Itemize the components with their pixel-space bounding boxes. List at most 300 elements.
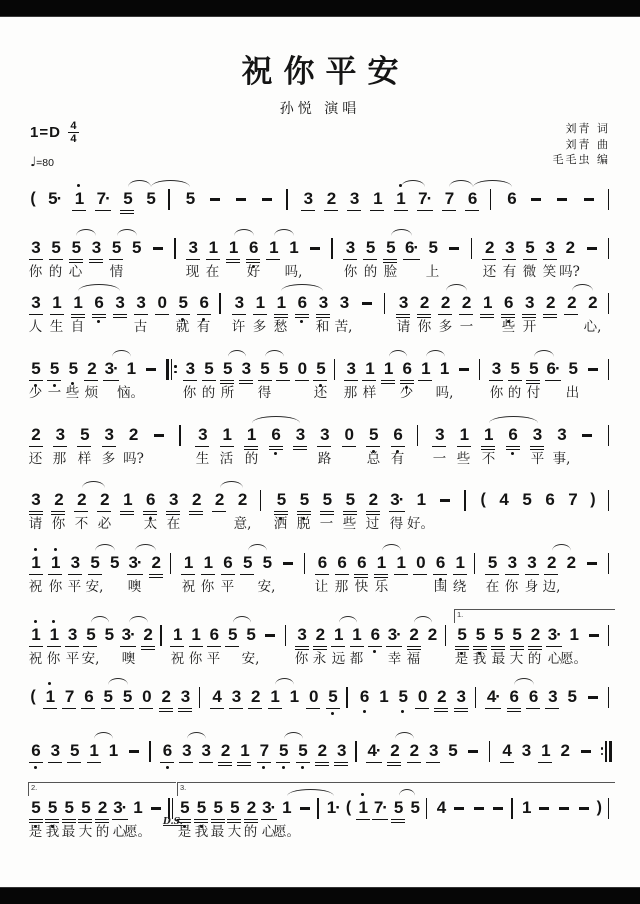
barline bbox=[219, 293, 223, 313]
lyric-syllable: 有 bbox=[196, 319, 211, 335]
music-note bbox=[50, 238, 61, 258]
note-digit: 5 bbox=[260, 359, 269, 378]
note-digit: 5 bbox=[567, 687, 576, 706]
lyric-syllable: 那 bbox=[52, 451, 67, 467]
slur-tie-arc bbox=[552, 544, 571, 551]
beam-underline bbox=[342, 446, 356, 447]
music-note bbox=[493, 625, 504, 645]
lyric-syllable: 出 bbox=[565, 385, 580, 401]
beam-underline bbox=[120, 514, 134, 515]
music-note bbox=[408, 625, 419, 645]
music-note bbox=[275, 490, 286, 510]
barline bbox=[608, 687, 612, 707]
note-digit: 6 bbox=[271, 425, 280, 444]
music-note bbox=[125, 359, 136, 379]
note-digit: 6 bbox=[248, 238, 258, 257]
music-note bbox=[93, 293, 104, 313]
beam-underline bbox=[372, 819, 388, 820]
music-note bbox=[506, 189, 517, 209]
music-note bbox=[278, 359, 289, 379]
lyric-syllable: 人 bbox=[28, 319, 43, 335]
music-note bbox=[90, 238, 101, 258]
note-digit: 0 bbox=[344, 425, 354, 444]
note-digit: 3· bbox=[390, 490, 404, 509]
music-note bbox=[458, 425, 469, 445]
lyric-syllable: 还 bbox=[482, 264, 497, 280]
music-note bbox=[482, 293, 493, 313]
beam-underline bbox=[295, 314, 309, 315]
note-digit: 5 bbox=[104, 625, 114, 644]
music-note bbox=[364, 359, 375, 379]
lyric-syllable: 噢 bbox=[127, 579, 142, 595]
note-digit: 3 bbox=[398, 293, 408, 312]
music-note bbox=[67, 625, 78, 645]
lyric-syllable: 请 bbox=[396, 319, 411, 335]
lyric-syllable: 心, bbox=[583, 319, 602, 335]
lyric-syllable: 多 bbox=[101, 451, 116, 467]
lyric-syllable: 的 bbox=[243, 824, 258, 840]
music-note bbox=[336, 741, 347, 761]
beam-underline bbox=[62, 708, 76, 709]
beam-underline bbox=[81, 708, 95, 709]
music-note bbox=[520, 741, 531, 761]
music-note bbox=[333, 625, 344, 645]
music-note bbox=[187, 238, 198, 258]
music-note bbox=[254, 293, 265, 313]
note-digit: 5 bbox=[196, 798, 206, 817]
music-note bbox=[559, 741, 570, 761]
note-digit: 3 bbox=[557, 425, 566, 444]
beam-underline bbox=[239, 383, 253, 384]
music-system bbox=[30, 552, 612, 594]
music-note bbox=[294, 425, 305, 445]
octave-dot-high bbox=[48, 682, 51, 685]
music-note bbox=[207, 238, 218, 258]
music-note bbox=[262, 798, 275, 818]
rest-note bbox=[156, 293, 167, 313]
music-note bbox=[122, 490, 133, 510]
note-digit: 2 bbox=[220, 741, 230, 760]
note-digit: 6 bbox=[357, 553, 366, 572]
note-digit: 2 bbox=[368, 490, 378, 509]
music-system bbox=[30, 686, 612, 728]
slur-tie-arc bbox=[233, 616, 251, 623]
music-note bbox=[397, 687, 408, 707]
barline bbox=[317, 798, 321, 818]
beam-underline bbox=[72, 210, 86, 211]
barline bbox=[511, 798, 515, 818]
music-note bbox=[498, 490, 509, 510]
note-digit: 5 bbox=[51, 238, 60, 257]
note-digit: 3 bbox=[115, 293, 124, 312]
lyric-syllable: 祝 bbox=[28, 651, 43, 667]
beam-underline bbox=[334, 762, 348, 763]
note-digit: 3 bbox=[349, 189, 359, 208]
lyric-syllable: 你 bbox=[504, 579, 519, 595]
lyric-syllable: 洒 bbox=[273, 516, 288, 532]
octave-dot-low bbox=[373, 650, 376, 653]
prolong-dash bbox=[586, 687, 600, 707]
note-digit: 1 bbox=[376, 553, 386, 572]
lyric-syllable: 大 bbox=[509, 651, 524, 667]
note-digit: 4· bbox=[486, 687, 500, 706]
octave-dot-low bbox=[363, 710, 366, 713]
lyric-syllable: 我 bbox=[194, 824, 209, 840]
music-note bbox=[296, 293, 307, 313]
beam-underline bbox=[95, 210, 111, 211]
beam-underline bbox=[29, 762, 43, 763]
music-note bbox=[345, 359, 356, 379]
music-note bbox=[239, 741, 250, 761]
note-digit: 5 bbox=[222, 359, 232, 378]
lyric-syllable: 平 bbox=[530, 451, 545, 467]
slur-tie-arc bbox=[234, 229, 254, 236]
note-digit: 5 bbox=[180, 798, 189, 817]
music-note bbox=[278, 741, 289, 761]
notes-row bbox=[30, 292, 612, 313]
music-note bbox=[369, 625, 380, 645]
music-note bbox=[281, 798, 292, 818]
note-digit: 6 bbox=[359, 687, 369, 706]
note-digit: 2 bbox=[409, 741, 419, 760]
beam-underline bbox=[293, 446, 307, 447]
beam-underline bbox=[381, 383, 395, 384]
beam-underline bbox=[120, 511, 134, 512]
octave-dot-high bbox=[77, 184, 80, 187]
music-note bbox=[89, 553, 100, 573]
music-system bbox=[30, 740, 612, 782]
parenthesis: ( bbox=[345, 799, 352, 816]
music-note bbox=[48, 189, 61, 209]
beam-underline bbox=[159, 708, 173, 709]
beam-underline bbox=[218, 762, 232, 763]
music-system bbox=[30, 188, 612, 230]
note-digit: 6 bbox=[528, 687, 538, 706]
slur-tie-arc bbox=[95, 544, 115, 551]
note-digit: 6 bbox=[402, 359, 411, 378]
note-digit: 5 bbox=[49, 359, 59, 378]
prolong-dash bbox=[577, 798, 591, 818]
parenthesis: ) bbox=[596, 799, 602, 816]
prolong-dash bbox=[260, 189, 274, 209]
note-digit: 3 bbox=[231, 687, 241, 706]
prolong-dash bbox=[579, 741, 593, 761]
music-note bbox=[30, 490, 41, 510]
note-digit: 1 bbox=[126, 359, 136, 378]
music-note bbox=[566, 687, 577, 707]
prolong-dash bbox=[298, 798, 312, 818]
time-numerator: 4 bbox=[68, 121, 79, 133]
barline bbox=[149, 741, 153, 761]
note-digit: 5 bbox=[568, 359, 578, 378]
music-note bbox=[142, 625, 153, 645]
music-note bbox=[419, 293, 430, 313]
lyric-syllable: 你 bbox=[48, 579, 63, 595]
slur-tie-arc bbox=[281, 284, 323, 291]
beam-underline bbox=[178, 711, 192, 712]
lyric-syllable: 的 bbox=[95, 824, 110, 840]
music-note bbox=[76, 490, 87, 510]
music-note bbox=[177, 293, 188, 313]
music-note bbox=[49, 741, 60, 761]
music-note bbox=[85, 625, 96, 645]
music-note bbox=[242, 553, 253, 573]
lyric-syllable: 些 bbox=[456, 451, 471, 467]
barline bbox=[608, 553, 612, 573]
beam-underline bbox=[189, 511, 203, 512]
music-note bbox=[250, 687, 261, 707]
beam-underline bbox=[240, 574, 254, 575]
lyric-syllable: 在 bbox=[485, 579, 500, 595]
music-note bbox=[180, 687, 191, 707]
ds-mark: D.S. bbox=[163, 817, 183, 827]
music-note bbox=[487, 687, 500, 707]
note-digit: 6 bbox=[297, 293, 307, 312]
notes-row bbox=[30, 624, 612, 645]
beam-underline bbox=[442, 210, 456, 211]
lyric-syllable: 还 bbox=[313, 385, 328, 401]
music-note bbox=[113, 798, 126, 818]
music-note bbox=[221, 425, 232, 445]
music-note bbox=[246, 425, 257, 445]
note-digit: 5 bbox=[299, 490, 309, 509]
music-note bbox=[145, 490, 156, 510]
note-digit: 1 bbox=[108, 741, 118, 760]
beam-underline bbox=[237, 765, 251, 766]
beam-underline bbox=[543, 317, 557, 318]
music-note bbox=[547, 687, 558, 707]
beam-underline bbox=[454, 711, 468, 712]
music-note bbox=[436, 687, 447, 707]
note-digit: 5 bbox=[278, 741, 288, 760]
music-note bbox=[526, 553, 537, 573]
music-note bbox=[395, 553, 406, 573]
note-digit: 3· bbox=[104, 359, 118, 378]
prolong-dash bbox=[438, 490, 452, 510]
music-note bbox=[434, 425, 445, 445]
beam-underline bbox=[526, 708, 540, 709]
note-digit: 1 bbox=[333, 625, 343, 644]
slur-tie-arc bbox=[275, 678, 294, 685]
lyric-syllable: 过 bbox=[365, 516, 380, 532]
beam-underline bbox=[434, 711, 448, 712]
notes-row bbox=[30, 358, 612, 379]
music-note bbox=[349, 189, 360, 209]
tempo-value: =80 bbox=[36, 157, 54, 169]
slur-tie-arc bbox=[187, 732, 206, 739]
lyric-syllable: 平 bbox=[206, 651, 221, 667]
note-digit: 5 bbox=[494, 625, 503, 644]
note-digit: 4· bbox=[367, 741, 381, 760]
beam-underline bbox=[500, 762, 514, 763]
note-digit: 5 bbox=[110, 553, 119, 572]
note-digit: 6 bbox=[503, 293, 513, 312]
note-digit: 5 bbox=[242, 553, 252, 572]
slur-tie-arc bbox=[252, 416, 300, 423]
beam-underline bbox=[276, 762, 290, 763]
beam-underline bbox=[218, 765, 232, 766]
note-digit: 1 bbox=[73, 293, 82, 312]
music-note bbox=[202, 553, 213, 573]
note-digit: 5· bbox=[48, 189, 62, 208]
music-note bbox=[111, 238, 122, 258]
lyric-syllable: 的 bbox=[244, 451, 259, 467]
note-digit: 3 bbox=[180, 687, 190, 706]
slur-tie-arc bbox=[117, 229, 137, 236]
rest-note bbox=[141, 687, 152, 707]
note-digit: 1 bbox=[228, 238, 238, 257]
rest-note bbox=[415, 553, 426, 573]
note-digit: 3· bbox=[547, 625, 561, 644]
music-note bbox=[30, 553, 41, 573]
music-note bbox=[367, 741, 380, 761]
note-digit: 6· bbox=[546, 359, 560, 378]
slur-tie-arc bbox=[572, 284, 593, 291]
note-digit: 2 bbox=[566, 553, 576, 572]
prolong-dash bbox=[557, 798, 571, 818]
beam-underline bbox=[179, 762, 193, 763]
prolong-dash bbox=[585, 238, 599, 258]
note-digit: 7 bbox=[259, 741, 269, 760]
music-note bbox=[145, 189, 156, 209]
prolong-dash bbox=[447, 238, 461, 258]
lyric-syllable: 你 bbox=[46, 651, 61, 667]
note-digit: 1 bbox=[521, 798, 531, 817]
note-digit: 7· bbox=[418, 189, 432, 208]
lyric-syllable: 是 bbox=[177, 824, 192, 840]
music-note bbox=[501, 741, 512, 761]
note-digit: 3 bbox=[104, 425, 113, 444]
note-digit: 5 bbox=[178, 293, 187, 312]
note-digit: 2 bbox=[31, 425, 40, 444]
barline bbox=[608, 625, 612, 645]
prolong-dash bbox=[582, 189, 596, 209]
note-digit: 2 bbox=[565, 238, 575, 257]
music-note bbox=[30, 238, 41, 258]
slur-tie-arc bbox=[112, 350, 131, 357]
lyric-syllable: 幸 bbox=[387, 651, 402, 667]
lyric-syllable: 你 bbox=[200, 579, 215, 595]
beam-underline bbox=[391, 822, 405, 823]
beam-underline bbox=[266, 259, 280, 260]
prolong-dash bbox=[452, 798, 466, 818]
note-digit: 2 bbox=[191, 490, 201, 509]
octave-dot-low bbox=[274, 452, 277, 455]
note-digit: 2 bbox=[546, 553, 556, 572]
note-digit: 2 bbox=[409, 625, 418, 644]
slur-tie-arc bbox=[91, 616, 109, 623]
music-note bbox=[63, 798, 74, 818]
note-digit: 1 bbox=[383, 359, 393, 378]
music-note bbox=[415, 490, 426, 510]
lyric-syllable: 你 bbox=[182, 385, 197, 401]
music-note bbox=[172, 625, 183, 645]
music-note bbox=[398, 293, 409, 313]
lyric-syllable: 祝 bbox=[28, 579, 43, 595]
beam-underline bbox=[178, 708, 192, 709]
lyric-syllable: 有 bbox=[390, 451, 405, 467]
beam-underline bbox=[199, 762, 213, 763]
prolong-dash bbox=[208, 189, 222, 209]
lyric-syllable: 我 bbox=[45, 824, 60, 840]
quarter-note-icon: ♩ bbox=[30, 155, 37, 170]
note-digit: 1 bbox=[396, 553, 405, 572]
rest-note bbox=[343, 425, 354, 445]
beam-underline bbox=[226, 259, 240, 260]
lyric-syllable: 你 bbox=[489, 385, 504, 401]
music-note bbox=[367, 490, 378, 510]
note-digit: 3 bbox=[185, 359, 195, 378]
prolong-dash bbox=[466, 741, 480, 761]
note-digit: 3 bbox=[318, 293, 328, 312]
beam-underline bbox=[295, 317, 309, 318]
music-note bbox=[546, 553, 557, 573]
lyric-syllable: 你 bbox=[51, 516, 66, 532]
note-digit: 5 bbox=[298, 741, 307, 760]
music-note bbox=[461, 293, 472, 313]
prolong-dash bbox=[585, 553, 599, 573]
music-note bbox=[245, 625, 256, 645]
beam-underline bbox=[87, 762, 101, 763]
music-note bbox=[418, 189, 431, 209]
note-digit: 2 bbox=[546, 293, 555, 312]
note-digit: 0 bbox=[142, 687, 151, 706]
slur-tie-arc bbox=[265, 350, 284, 357]
music-note bbox=[409, 798, 420, 818]
music-note bbox=[532, 425, 543, 445]
music-note bbox=[150, 553, 161, 573]
music-note bbox=[200, 741, 211, 761]
note-digit: 7 bbox=[444, 189, 454, 208]
beam-underline bbox=[324, 210, 338, 211]
note-digit: 7 bbox=[568, 490, 577, 509]
music-note bbox=[327, 687, 338, 707]
lyric-syllable: 太 bbox=[143, 516, 158, 532]
note-digit: 6· bbox=[404, 238, 419, 257]
music-note bbox=[315, 359, 326, 379]
lyric-syllable: 你 bbox=[28, 264, 43, 280]
lyric-syllable: 那 bbox=[343, 385, 358, 401]
song-title: 祝你平安 bbox=[241, 54, 410, 90]
note-digit: 0 bbox=[417, 687, 427, 706]
lyric-syllable: 和 bbox=[315, 319, 330, 335]
music-note bbox=[245, 798, 256, 818]
lyric-syllable: 噢 bbox=[121, 651, 136, 667]
note-digit: 6 bbox=[146, 490, 155, 509]
lyric-syllable: 现 bbox=[185, 264, 200, 280]
note-digit: 7· bbox=[373, 798, 387, 817]
slur-tie-arc bbox=[414, 616, 432, 623]
lyric-syllable: 得 bbox=[257, 385, 272, 401]
beam-underline bbox=[366, 762, 382, 763]
volta-bracket bbox=[454, 609, 615, 623]
beam-underline bbox=[225, 646, 239, 647]
beam-underline bbox=[269, 446, 283, 447]
music-note bbox=[67, 359, 78, 379]
music-note bbox=[97, 189, 110, 209]
beam-underline bbox=[413, 574, 427, 575]
barline bbox=[417, 425, 421, 445]
note-digit: 5 bbox=[213, 798, 222, 817]
lyric-syllable: 微 bbox=[522, 264, 537, 280]
beam-underline bbox=[387, 765, 401, 766]
beam-underline bbox=[89, 259, 103, 260]
beam-underline bbox=[315, 762, 329, 763]
music-note bbox=[454, 553, 465, 573]
octave-dot-low bbox=[166, 766, 169, 769]
note-digit: 3 bbox=[297, 625, 306, 644]
lyric-syllable: 苦, bbox=[334, 319, 353, 335]
